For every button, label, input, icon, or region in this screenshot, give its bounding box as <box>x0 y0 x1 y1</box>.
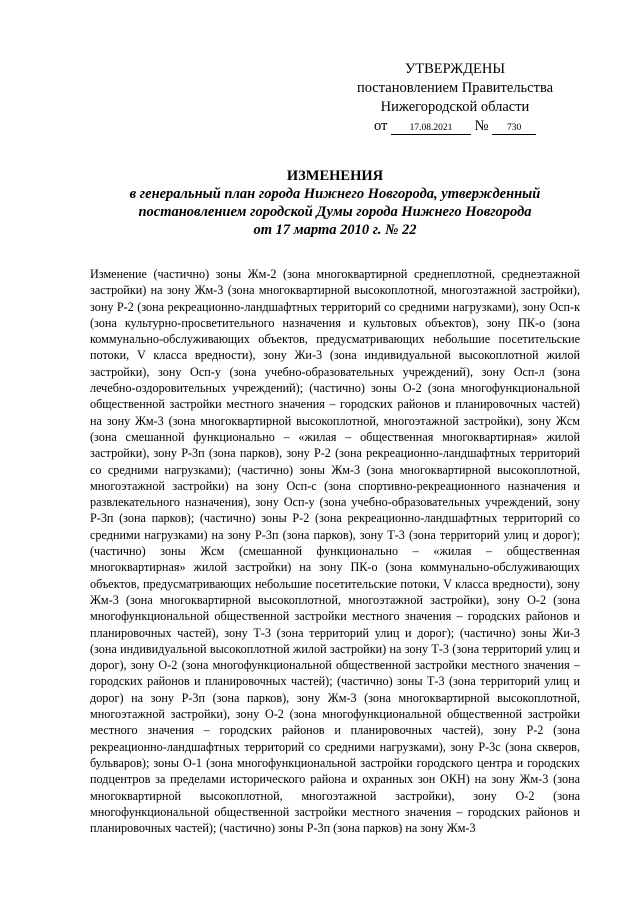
approval-from-label: от <box>373 118 388 134</box>
heading-line-1: в генеральный план города Нижнего Новгорода, утвержденный <box>129 186 541 202</box>
heading-title: ИЗМЕНЕНИЯ <box>286 168 384 184</box>
approval-region-line: Нижегородской области <box>380 99 530 115</box>
approval-date-row <box>340 117 570 136</box>
approval-stamp <box>340 60 570 136</box>
heading-line-3: от 17 марта 2010 г. № 22 <box>253 222 417 238</box>
body-paragraph: Изменение (частично) зоны Жм-2 (зона многоквартирной среднеплотной, среднеэтажной застройки) на зону Жм-3 (зона многоквартирной высокоплотной, многоэтажной застройки), зону Р-2 (зона рекреационно-ландшафтных территорий со средними нагрузками), зону Осп-к (зона культурно-просветительного назначения и культовых объектов), зону ПК-о (зона коммунально-обслуживающих объектов, предусматривающих небольшие посетительские потоки, V класса вредности), зону Жи-3 (зона индивидуальной высокоплотной жилой застройки), зону Осп-у (зона учебно-образовательных учреждений), зону Осп-л (зона лечебно-оздоровительных учреждений); (частично) зоны О-2 (зона многофункциональной общественной застройки местного значения – городских районов и планировочных частей) на зону Жм-3 (зона многоквартирной высокоплотной, многоэтажной застройки), зону Жсм (зона смешанной функционально – «жилая – общественная многоквартирная» жилой застройки), зону Р-3п (зона парков), зону Р-2 (зона рекреационно-ландшафтных территорий со средними нагрузками); (частично) зоны Жм-3 (зона многоквартирной высокоплотной, многоэтажной застройки) на зону Осп-с (зона спортивно-рекреационного назначения и развлекательного назначения), зону Осп-у (зона учебно-образовательных учреждений, зону Р-3п (зона парков); (частично) зоны Р-2 (зона рекреационно-ландшафтных территорий со средними нагрузками) на зону Р-3п (зона парков), зону Т-3 (зона территорий улиц и дорог); (частично) зоны Жсм (смешанной функционально – «жилая – общественная многоквартирная» жилой застройки) на зону ПК-о (зона коммунально-обслуживающих объектов, предусматривающих небольшие посетительские потоки, V класса вредности), зону Жм-3 (зона многоквартирной высокоплотной, многоэтажной застройки), зону О-2 (зона многофункциональной общественной застройки местного значения – городских районов и планировочных частей), зону Т-3 (зона территорий улиц и дорог); (частично) зоны Жи-3 (зона индивидуальной высокоплотной жилой застройки) на зону Т-3 (зона территорий улиц и дорог), зону О-2 (зона многофункциональной общественной застройки местного значения –городских районов и планировочных частей); (частично) зоны Т-3 (зона территорий улиц и дорог) на зону Р-3п (зона парков), зону Жм-3 (зона многоквартирной высокоплотной, многоэтажной застройки), зону О-2 (зона многофункциональной общественной застройки местного значения – городских районов и планировочных частей), зону Р-2 (зона рекреационно-ландшафтных территорий со средними нагрузками), зону Р-3с (зона скверов, бульваров); зоны О-1 (зона многофункциональной застройки городского центра и городских подцентров за пределами исторического района и охранных зон ОКН) на зону Жм-3 (зона многоквартирной высокоплотной, многоэтажной застройки), зону О-2 (зона многофункциональной общественной застройки местного значения – городских районов и планировочных частей); (частично) зоны Р-3п (зона парков) на зону Жм-3 <box>90 267 580 836</box>
heading-line-2: постановлением городской Думы города Нижнего Новгорода <box>138 204 532 220</box>
approval-number-value: 730 <box>492 122 536 135</box>
approval-date-value: 17.08.2021 <box>391 122 471 135</box>
approval-title: УТВЕРЖДЕНЫ <box>404 61 506 77</box>
approval-number-label: № <box>474 118 489 134</box>
approval-authority-line: постановлением Правительства <box>356 80 554 96</box>
document-heading <box>90 167 580 239</box>
